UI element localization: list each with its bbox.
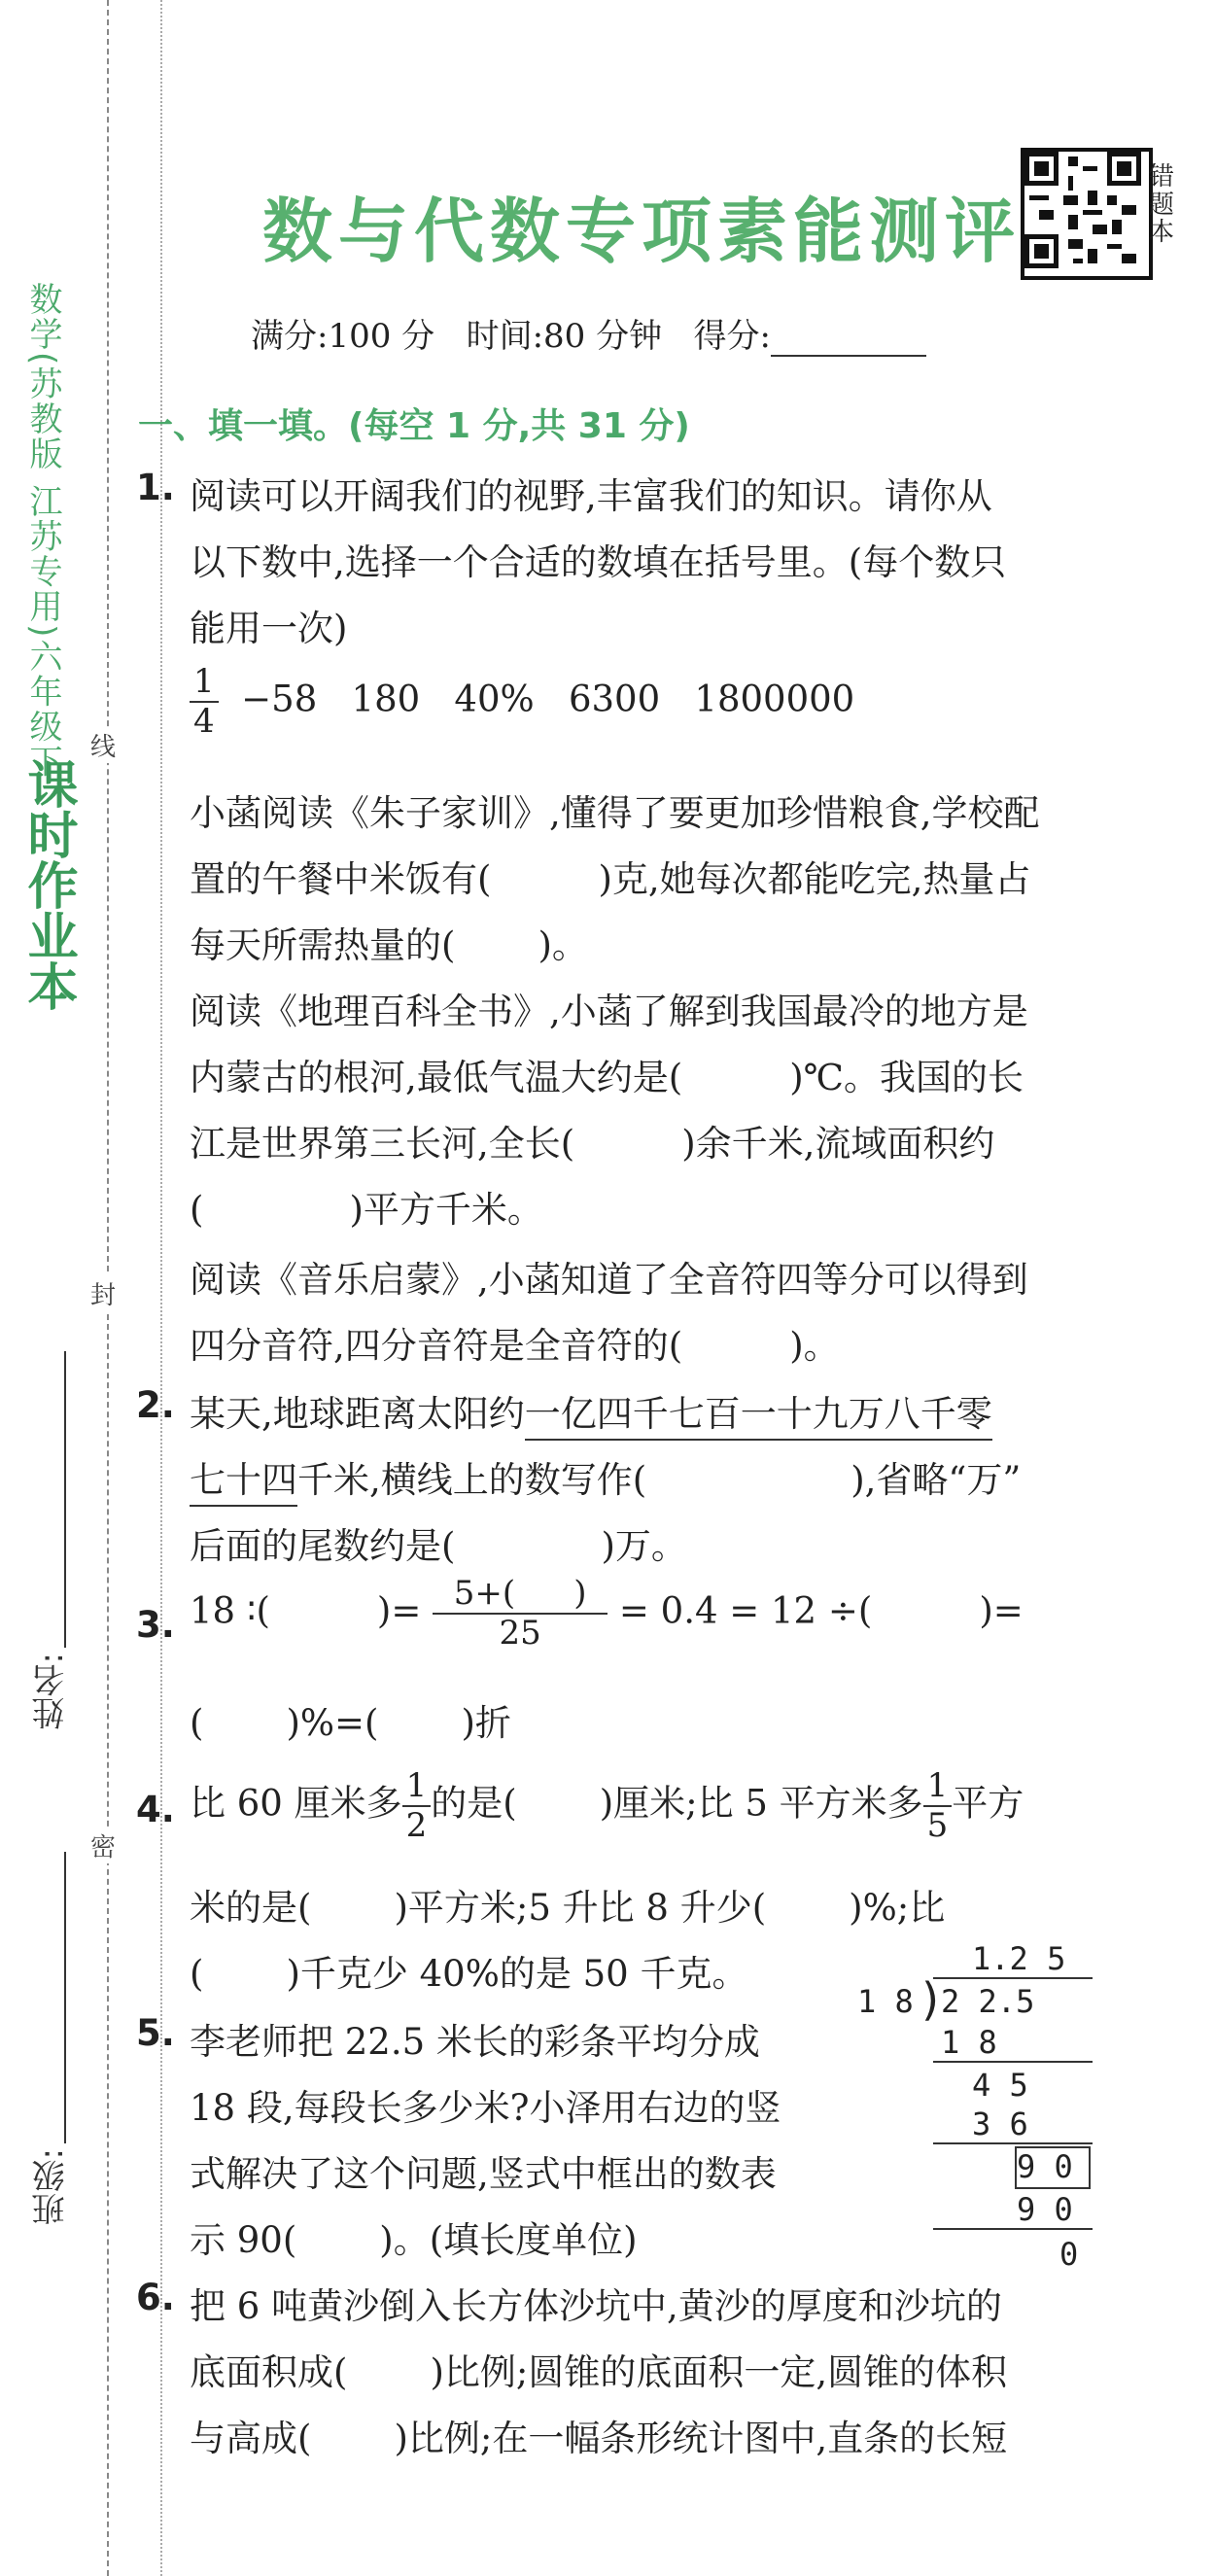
text: )平方千米。: [349, 1189, 543, 1231]
text: 5+(: [453, 1574, 516, 1613]
text: )余千米,流域面积约: [681, 1123, 995, 1165]
question-number: 1.: [136, 467, 175, 508]
division-bar: [933, 1977, 1093, 1979]
q5-line: 李老师把 22.5 米长的彩条平均分成: [190, 2021, 760, 2063]
text: 底面积成(: [190, 2351, 348, 2393]
mistake-book-label: 错题本: [1149, 162, 1175, 248]
fraction-denominator: 25: [499, 1614, 541, 1654]
seal-mark-line: 线: [90, 727, 116, 763]
text: 千米,横线上的数写作(: [297, 1459, 647, 1501]
brand-logo: 课时作业本: [18, 758, 77, 1011]
text: 置的午餐中米饭有(: [190, 858, 492, 900]
q1-line: 小菡阅读《朱子家训》,懂得了要更加珍惜粮食,学校配: [190, 792, 1040, 834]
q1-line: [190, 1180, 543, 1233]
division-step: 9 0: [1017, 2191, 1073, 2228]
fraction: [923, 1767, 953, 1845]
text: )=: [376, 1589, 422, 1632]
q1-line: 能用一次): [190, 608, 348, 649]
question-number: 2.: [136, 1384, 175, 1426]
division-rule: [933, 2061, 1093, 2063]
text: = 0.4 = 12 ÷(: [618, 1589, 873, 1632]
text: )比例;圆锥的底面积一定,圆锥的体积: [430, 2351, 1008, 2393]
division-rule: [933, 2142, 1093, 2144]
text: 四分音符,四分音符是全音符的(: [190, 1325, 683, 1367]
text: 米的是(: [190, 1887, 312, 1929]
class-label: 班级:: [32, 2148, 71, 2226]
division-step: 1 8: [941, 2024, 997, 2061]
text: 后面的尾数约是(: [190, 1525, 456, 1567]
text: 的是(: [431, 1782, 517, 1825]
division-step: 4 5: [972, 2067, 1028, 2104]
q1-number-list: [190, 663, 854, 741]
q2-line: [190, 1384, 992, 1437]
q1-line: [190, 1048, 1024, 1100]
text: )%=(: [286, 1702, 379, 1744]
q1-line: [190, 1114, 994, 1166]
division-divisor: 1 8: [857, 1983, 914, 2020]
text: 示 90(: [190, 2219, 297, 2261]
qr-code-icon: [1024, 152, 1141, 268]
q1-line: [190, 916, 588, 968]
text: )折: [461, 1702, 511, 1744]
name-field[interactable]: [64, 1351, 66, 1648]
seal-mark-seal: 封: [90, 1275, 116, 1311]
q6-line: [190, 2343, 1007, 2395]
name-label: 姓名:: [32, 1653, 71, 1730]
fraction-denominator: 5: [926, 1806, 949, 1846]
q5-line: 式解决了这个问题,竖式中框出的数表: [190, 2153, 777, 2195]
text: )℃。我国的长: [789, 1057, 1024, 1098]
text: )平方米;5 升比 8 升少(: [394, 1887, 767, 1929]
fraction: [190, 663, 219, 741]
text: 某天,地球距离太阳约: [190, 1393, 525, 1435]
q1-line: [190, 850, 1030, 902]
q5-line: 18 段,每段长多少米?小泽用右边的竖: [190, 2087, 781, 2129]
series-label: 数学(苏教版 江苏专用)六年级下: [23, 282, 62, 780]
text: 与高成(: [190, 2418, 312, 2459]
q2-line: [190, 1450, 1021, 1503]
fraction-numerator: 1: [190, 663, 219, 703]
text: ): [573, 1574, 587, 1613]
cut-dotted-line: [160, 0, 162, 2576]
text: 18 ∶(: [190, 1589, 270, 1632]
q1-line: 阅读《地理百科全书》,小菡了解到我国最冷的地方是: [190, 991, 1028, 1032]
text: )克,她每次都能吃完,热量占: [598, 858, 1031, 900]
section-heading: 一、填一填。(每空 1 分,共 31 分): [138, 406, 690, 446]
qr-code[interactable]: [1021, 148, 1153, 280]
text: )万。: [601, 1525, 687, 1567]
q4-line: [190, 1767, 1024, 1845]
text: (: [190, 1953, 204, 1995]
text: 每天所需热量的(: [190, 924, 456, 966]
text: ),省略“万”: [850, 1459, 1022, 1501]
text: (: [190, 1702, 204, 1744]
q6-line: 把 6 吨黄沙倒入长方体沙坑中,黄沙的厚度和沙坑的: [190, 2285, 1002, 2327]
q1-line: 阅读《音乐启蒙》,小菡知道了全音符四等分可以得到: [190, 1259, 1028, 1301]
q2-line: [190, 1516, 687, 1569]
page-title: 数与代数专项素能测评: [262, 191, 1022, 272]
text: )千克少 40%的是 50 千克。: [286, 1953, 748, 1995]
fraction-denominator: 4: [193, 702, 215, 742]
q3-line: [190, 1693, 511, 1746]
division-quotient: 1.2 5: [972, 1940, 1066, 1977]
underlined-number-words: 一亿四千七百一十九万八千零: [525, 1393, 992, 1441]
text: )。: [538, 924, 588, 966]
fraction: [433, 1575, 608, 1653]
text: )。(填长度单位): [379, 2219, 638, 2261]
fraction-numerator: [433, 1575, 608, 1615]
class-field[interactable]: [64, 1852, 66, 2143]
text: 平方: [952, 1782, 1024, 1825]
text: )=: [979, 1589, 1024, 1632]
division-rule: [933, 2228, 1093, 2230]
q6-line: [190, 2409, 1007, 2461]
q5-line: [190, 2210, 638, 2263]
score-info-text: 满分:100 分 时间:80 分钟 得分:: [251, 317, 771, 356]
seal-mark-secret: 密: [90, 1828, 116, 1863]
q1-line: 阅读可以开阔我们的视野,丰富我们的知识。请你从: [190, 475, 992, 517]
fraction-denominator: 2: [405, 1806, 428, 1846]
q4-line: [190, 1878, 945, 1931]
question-number: 4.: [136, 1789, 175, 1830]
fraction-numerator: 1: [402, 1767, 432, 1807]
division-remainder: 0: [1059, 2236, 1079, 2273]
q4-line: [190, 1944, 747, 1997]
underlined-number-words: 七十四: [190, 1459, 297, 1507]
division-step: 3 6: [972, 2106, 1028, 2142]
text: 内蒙古的根河,最低气温大约是(: [190, 1057, 683, 1098]
fraction: [402, 1767, 432, 1845]
q1-line: 以下数中,选择一个合适的数填在括号里。(每个数只: [190, 541, 1007, 583]
text: )比例;在一幅条形统计图中,直条的长短: [394, 2418, 1008, 2459]
score-info: [251, 309, 926, 357]
question-number: 5.: [136, 2012, 175, 2054]
division-bracket: ): [918, 1973, 945, 2026]
text: )。: [789, 1325, 840, 1367]
q3-line: [190, 1575, 1024, 1653]
division-step: 9 0: [1017, 2148, 1073, 2185]
division-dividend: 2 2.5: [941, 1983, 1035, 2020]
fraction-numerator: 1: [923, 1767, 953, 1807]
q1-line: [190, 1316, 840, 1369]
text: )厘米;比 5 平方米多: [599, 1782, 923, 1825]
text: 江是世界第三长河,全长(: [190, 1123, 575, 1165]
text: )%;比: [849, 1887, 946, 1929]
number-options: −58 180 40% 6300 1800000: [218, 678, 855, 720]
question-number: 6.: [136, 2277, 175, 2318]
text: (: [190, 1189, 204, 1231]
score-blank[interactable]: [771, 326, 926, 357]
text: 比 60 厘米多: [190, 1782, 402, 1825]
question-number: 3.: [136, 1604, 175, 1646]
